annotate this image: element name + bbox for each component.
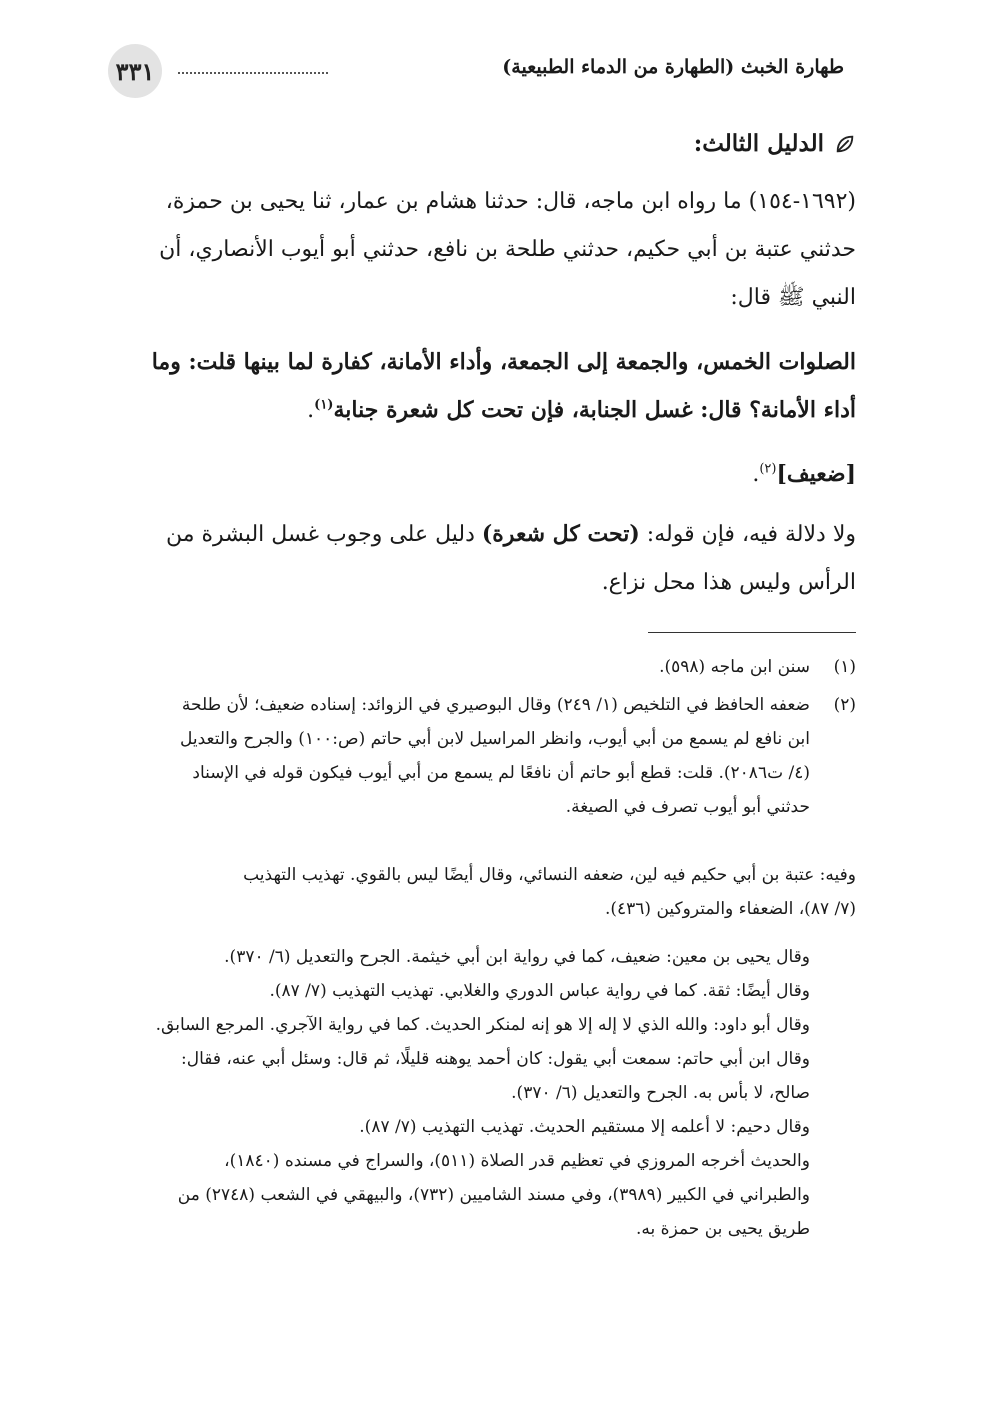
footnote-2-continued [116, 858, 856, 926]
grade-end-mark: . [752, 462, 760, 487]
commentary-paragraph [116, 510, 856, 607]
footnote-2-narrators [116, 940, 856, 1246]
footnote-line: وقال دحيم: لا أعلمه إلا مستقيم الحديث. تهذيب التهذيب (٧/ ٨٧). [359, 1117, 810, 1137]
running-title-text: طهارة الخبث (الطهارة من الدماء الطبيعية) [502, 56, 844, 78]
hadith-line-text: أداء الأمانة؟ قال: غسل الجنابة، فإن تحت كل شعرة جنابة [333, 397, 856, 423]
header-dotted-leader [178, 72, 328, 74]
paragraph-line: (١٦٩٢-١٥٤) ما رواه ابن ماجه، قال: حدثنا هشام بن عمار، ثنا يحيى بن حمزة، [165, 189, 856, 214]
footnote-line: حدثني أبو أيوب تصرف في الصيغة. [565, 797, 810, 817]
footnote-line: وقال ابن أبي حاتم: سمعت أبي يقول: كان أحمد يوهنه قليلًا، ثم قال: وسئل أبي عنه، فقال: [181, 1049, 810, 1069]
footnote-ref-2[interactable]: (٢) [759, 461, 777, 477]
footnote-separator [648, 632, 856, 633]
footnote-line: والحديث أخرجه المروزي في تعظيم قدر الصلاة (٥١١)، والسراج في مسنده (١٨٤٠)، [224, 1151, 810, 1171]
footnote-line: (٧/ ٨٧)، الضعفاء والمتروكين (٤٣٦). [604, 899, 856, 919]
footnote-line: (٤/ ت٢٠٨٦). قلت: قطع أبو حاتم أن نافعًا لم يسمع من أبي أيوب فيكون قوله في الإسناد [192, 763, 810, 783]
footnote-line: والطبراني في الكبير (٣٩٨٩)، وفي مسند الشاميين (٧٣٢)، والبيهقي في الشعب (٢٧٤٨) من [177, 1185, 810, 1205]
hadith-text [116, 338, 856, 435]
footnote-ref-1[interactable]: (١) [314, 397, 334, 413]
section-title-text: الدليل الثالث: [693, 130, 824, 157]
footnote-text: سنن ابن ماجه (٥٩٨). [659, 657, 810, 677]
commentary-quote: (تحت كل شعرة) [481, 521, 640, 547]
footnote-line: وقال أبو داود: والله الذي لا إله إلا هو إنه لمنكر الحديث. كما في رواية الآجري. المرجع السابق. [155, 1015, 810, 1035]
hadith-line: الصلوات الخمس، والجمعة إلى الجمعة، وأداء الأمانة، كفارة لما بينها قلت: وما [151, 349, 856, 375]
footnote-line: ابن نافع لم يسمع من أبي أيوب، وانظر المراسيل لابن أبي حاتم (ص:١٠٠) والجرح والتعديل [180, 729, 810, 749]
running-header-title [502, 56, 844, 78]
paragraph-line: النبي ﷺ قال: [730, 285, 856, 310]
commentary-line [116, 510, 856, 559]
grade-text: [ضعيف] [776, 461, 856, 487]
leaf-ornament-icon [834, 133, 856, 155]
commentary-pre: ولا دلالة فيه، فإن قوله: [639, 522, 856, 547]
footnote-line: طريق يحيى بن حمزة به. [636, 1219, 810, 1239]
footnote-line: وقال أيضًا: ثقة. كما في رواية عباس الدوري والغلابي. تهذيب التهذيب (٧/ ٨٧). [269, 981, 810, 1001]
footnote-number: (١) [833, 657, 856, 677]
grade-line [116, 450, 856, 499]
footnote-2 [116, 688, 856, 824]
hadith-grade [116, 450, 856, 499]
footnote-line: ضعفه الحافظ في التلخيص (١/ ٢٤٩) وقال البوصيري في الزوائد: إسناده ضعيف؛ لأن طلحة [181, 695, 810, 715]
footnote-number: (٢) [833, 695, 856, 715]
page-number-badge [108, 44, 162, 98]
footnote-line: صالح، لا بأس به. الجرح والتعديل (٦/ ٣٧٠). [511, 1083, 810, 1103]
hadith-end-mark: . [307, 398, 315, 423]
footnote-1 [116, 650, 856, 684]
commentary-line: الرأس وليس هذا محل نزاع. [601, 570, 856, 595]
hadith-line-2 [116, 386, 856, 435]
footnote-line: وفيه: عتبة بن أبي حكيم فيه لين، ضعفه النسائي، وقال أيضًا ليس بالقوي. تهذيب التهذيب [243, 865, 856, 885]
hadith-chain-paragraph [116, 178, 856, 322]
paragraph-line: حدثني عتبة بن أبي حكيم، حدثني طلحة بن نافع، حدثني أبو أيوب الأنصاري، أن [159, 237, 856, 262]
commentary-post: دليل على وجوب غسل البشرة من [166, 522, 482, 547]
section-heading [694, 120, 856, 168]
footnote-line: وقال يحيى بن معين: ضعيف، كما في رواية ابن أبي خيثمة. الجرح والتعديل (٦/ ٣٧٠). [224, 947, 810, 967]
page-number: ٣٣١ [115, 56, 155, 86]
